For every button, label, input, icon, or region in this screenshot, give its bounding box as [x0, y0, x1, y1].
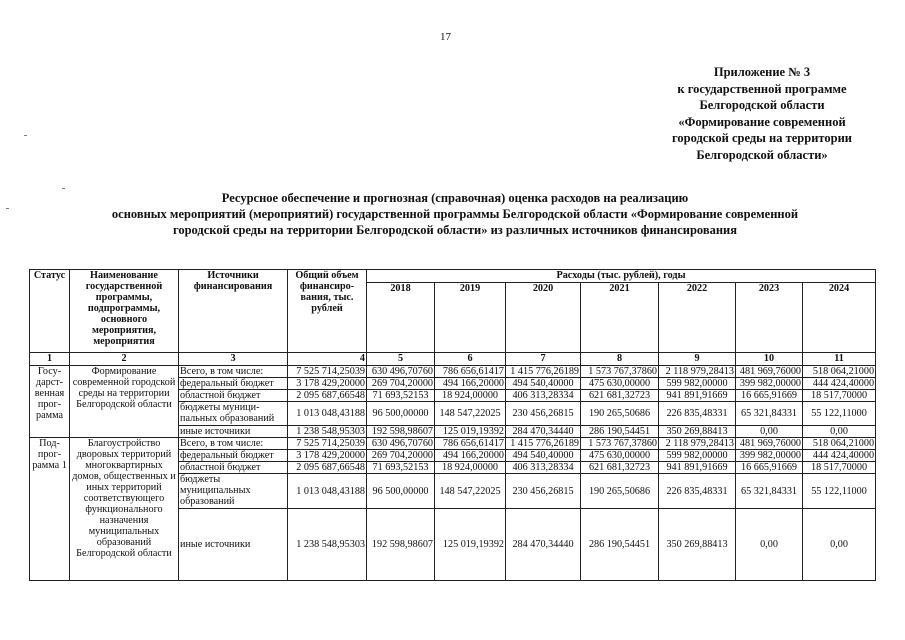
- row-value: 18 517,70000: [803, 462, 876, 474]
- row-value: 18 924,00000: [435, 462, 506, 474]
- row-value: 399 982,00000: [736, 378, 803, 390]
- header-year: 2024: [803, 283, 876, 353]
- row-value: 406 313,28334: [506, 390, 581, 402]
- row-value: 1 415 776,26189: [506, 438, 581, 450]
- row-value: 494 540,40000: [506, 450, 581, 462]
- row-value: 475 630,00000: [581, 378, 659, 390]
- row-value: 230 456,26815: [506, 474, 581, 509]
- header-expenses: Расходы (тыс. рублей), годы: [367, 270, 876, 283]
- header-name: Наименование государственной программы, подпрограммы, основного мероприятия, мероприятия: [70, 270, 179, 353]
- row-value: 599 982,00000: [659, 378, 736, 390]
- row-value: 286 190,54451: [581, 426, 659, 438]
- row-value: 0,00: [803, 509, 876, 581]
- row-value: 96 500,00000: [367, 402, 435, 426]
- row-value: 1 573 767,37860: [581, 438, 659, 450]
- row-name: Благоустройство дворовых территорий многоквартирных домов, общественных и иных территорий соответствующего функционального назначения муниципальных образований Белгородской области: [70, 438, 179, 581]
- row-value: 192 598,98607: [367, 509, 435, 581]
- appendix-line: Белгородской области: [699, 98, 825, 112]
- column-number: 11: [803, 353, 876, 366]
- row-value: 0,00: [736, 426, 803, 438]
- row-total: 1 013 048,43188: [288, 474, 367, 509]
- header-year: 2022: [659, 283, 736, 353]
- appendix-line: Белгородской области»: [696, 147, 828, 162]
- row-total: 3 178 429,20000: [288, 378, 367, 390]
- row-source: областной бюджет: [179, 462, 288, 474]
- row-value: 494 166,20000: [435, 378, 506, 390]
- row-value: 125 019,19392: [435, 426, 506, 438]
- column-number: 1: [30, 353, 70, 366]
- row-value: 786 656,61417: [435, 438, 506, 450]
- row-value: 2 118 979,28413: [659, 366, 736, 378]
- header-year: 2018: [367, 283, 435, 353]
- row-total: 2 095 687,66548: [288, 390, 367, 402]
- row-value: 18 517,70000: [803, 390, 876, 402]
- scan-speck: [62, 188, 65, 189]
- row-value: 494 540,40000: [506, 378, 581, 390]
- scan-speck: [6, 208, 9, 209]
- row-total: 7 525 714,25039: [288, 438, 367, 450]
- row-value: 125 019,19392: [435, 509, 506, 581]
- row-value: 1 573 767,37860: [581, 366, 659, 378]
- row-value: 518 064,21000: [803, 366, 876, 378]
- row-value: 269 704,20000: [367, 378, 435, 390]
- row-total: 1 238 548,95303: [288, 426, 367, 438]
- row-value: 599 982,00000: [659, 450, 736, 462]
- column-number: 3: [179, 353, 288, 366]
- row-value: 148 547,22025: [435, 474, 506, 509]
- row-total: 7 525 714,25039: [288, 366, 367, 378]
- row-value: 226 835,48331: [659, 402, 736, 426]
- row-source: иные источники: [179, 426, 288, 438]
- row-source: бюджеты муници-пальных образований: [179, 402, 288, 426]
- row-value: 399 982,00000: [736, 450, 803, 462]
- row-value: 481 969,76000: [736, 438, 803, 450]
- column-number: 7: [506, 353, 581, 366]
- column-number: 6: [435, 353, 506, 366]
- column-number: 8: [581, 353, 659, 366]
- row-value: 444 424,40000: [803, 378, 876, 390]
- row-value: 284 470,34440: [506, 509, 581, 581]
- row-value: 621 681,32723: [581, 462, 659, 474]
- row-value: 630 496,70760: [367, 366, 435, 378]
- title-line: Ресурсное обеспечение и прогнозная (справочная) оценка расходов на реализацию: [221, 191, 689, 205]
- row-name: Формирование современной городской среды на территории Белгородской области: [70, 366, 179, 438]
- row-source: иные источники: [179, 509, 288, 581]
- row-value: 2 118 979,28413: [659, 438, 736, 450]
- header-year: 2021: [581, 283, 659, 353]
- row-total: 2 095 687,66548: [288, 462, 367, 474]
- row-value: 65 321,84331: [736, 474, 803, 509]
- row-source: Всего, в том числе:: [179, 366, 288, 378]
- row-value: 475 630,00000: [581, 450, 659, 462]
- header-year: 2020: [506, 283, 581, 353]
- header-year: 2023: [736, 283, 803, 353]
- row-value: 518 064,21000: [803, 438, 876, 450]
- row-total: 1 013 048,43188: [288, 402, 367, 426]
- row-value: 0,00: [736, 509, 803, 581]
- column-number: 2: [70, 353, 179, 366]
- row-value: 1 415 776,26189: [506, 366, 581, 378]
- row-status: Госу-дарст-венная прог-рамма: [30, 366, 70, 438]
- appendix-line: городской среды на территории: [672, 131, 852, 145]
- column-number: 5: [367, 353, 435, 366]
- row-value: 941 891,91669: [659, 390, 736, 402]
- row-value: 192 598,98607: [367, 426, 435, 438]
- row-total: 1 238 548,95303: [288, 509, 367, 581]
- row-value: 481 969,76000: [736, 366, 803, 378]
- scan-speck: [24, 135, 27, 136]
- row-value: 96 500,00000: [367, 474, 435, 509]
- row-source: федеральный бюджет: [179, 450, 288, 462]
- column-number: 9: [659, 353, 736, 366]
- page-number: 17: [440, 31, 451, 43]
- row-value: 406 313,28334: [506, 462, 581, 474]
- appendix-line: к государственной программе: [677, 81, 847, 96]
- title-line: городской среды на территории Белгородской области» из различных источников финансирования: [172, 223, 738, 237]
- header-sources: Источники финансирования: [179, 270, 288, 353]
- row-source: Всего, в том числе:: [179, 438, 288, 450]
- row-value: 444 424,40000: [803, 450, 876, 462]
- row-source: бюджеты муниципальных образований: [179, 474, 288, 509]
- header-total: Общий объем финансиро-вания, тыс. рублей: [288, 270, 367, 353]
- row-value: 941 891,91669: [659, 462, 736, 474]
- column-number: 4: [288, 353, 367, 366]
- row-value: 16 665,91669: [736, 390, 803, 402]
- row-value: 55 122,11000: [803, 474, 876, 509]
- column-number: 10: [736, 353, 803, 366]
- title-line: основных мероприятий (мероприятий) государственной программы Белгородской области «Формирование современной: [111, 207, 799, 221]
- row-value: 350 269,88413: [659, 426, 736, 438]
- row-value: 65 321,84331: [736, 402, 803, 426]
- appendix-header: [640, 64, 884, 163]
- appendix-line: «Формирование современной: [678, 114, 846, 129]
- row-value: 230 456,26815: [506, 402, 581, 426]
- row-value: 16 665,91669: [736, 462, 803, 474]
- header-status: Статус: [30, 270, 70, 353]
- row-source: федеральный бюджет: [179, 378, 288, 390]
- appendix-line: Приложение № 3: [713, 65, 811, 79]
- row-value: 71 693,52153: [367, 462, 435, 474]
- row-value: 0,00: [803, 426, 876, 438]
- row-value: 494 166,20000: [435, 450, 506, 462]
- row-value: 18 924,00000: [435, 390, 506, 402]
- row-value: 286 190,54451: [581, 509, 659, 581]
- header-year: 2019: [435, 283, 506, 353]
- row-value: 630 496,70760: [367, 438, 435, 450]
- row-value: 621 681,32723: [581, 390, 659, 402]
- row-value: 190 265,50686: [581, 474, 659, 509]
- row-value: 71 693,52153: [367, 390, 435, 402]
- row-value: 786 656,61417: [435, 366, 506, 378]
- row-status: Под-прог-рамма 1: [30, 438, 70, 581]
- row-value: 269 704,20000: [367, 450, 435, 462]
- row-value: 226 835,48331: [659, 474, 736, 509]
- row-value: 55 122,11000: [803, 402, 876, 426]
- row-total: 3 178 429,20000: [288, 450, 367, 462]
- row-source: областной бюджет: [179, 390, 288, 402]
- row-value: 148 547,22025: [435, 402, 506, 426]
- funding-table: [29, 269, 876, 581]
- row-value: 350 269,88413: [659, 509, 736, 581]
- row-value: 284 470,34440: [506, 426, 581, 438]
- document-title: [40, 190, 870, 238]
- row-value: 190 265,50686: [581, 402, 659, 426]
